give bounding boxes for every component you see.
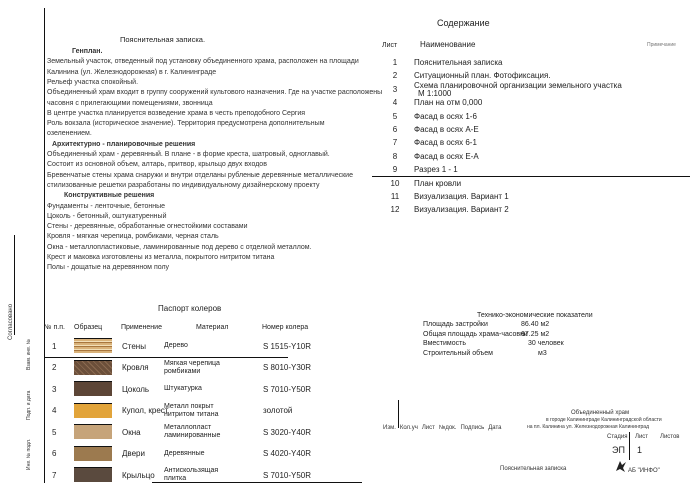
- note-line: Кровля - мягкая черепица, ромбиками, черная сталь: [47, 233, 219, 241]
- contents-row: [388, 203, 688, 217]
- contents-row-number: 11: [390, 192, 400, 201]
- stamp-sheet-title: Пояснительная записка: [500, 466, 567, 472]
- cp-row-code: S 7010-Y50R: [263, 384, 312, 394]
- cp-material-line: Антискользящая: [164, 467, 219, 474]
- contents-row-number: 6: [392, 125, 398, 134]
- note-line: Рельеф участка спокойный.: [47, 78, 139, 86]
- stamp-column-label: Дата: [488, 425, 502, 431]
- note-line: В центре участка планируется возведение храма в честь преподобного Сергия: [47, 109, 306, 117]
- contents-row-name-text: Схема планировочной организации земельного участка: [414, 80, 622, 90]
- cp-material-line: Металлопласт: [164, 424, 212, 431]
- cp-row-material: [164, 400, 239, 422]
- color-passport-title: Паспорт колеров: [158, 304, 222, 313]
- contents-row: [388, 110, 688, 124]
- color-swatch: [74, 467, 112, 482]
- note-line: Калинина (ул. Железнодорожная) в г. Калининграде: [47, 68, 217, 76]
- note-line: Фундаменты - ленточные, бетонные: [47, 202, 165, 210]
- contents-row-name: [414, 56, 502, 70]
- stamp-sheets-label: Листов: [660, 434, 680, 440]
- contents-row-number: 5: [392, 111, 398, 121]
- cp-material-line: Мягкая черепица: [164, 359, 220, 367]
- color-swatch: [74, 381, 112, 396]
- note-line: стилизованные решетки разработаны по индивидуальному дизайнерскому проекту: [47, 181, 320, 189]
- tep-value: 67.25 м2: [521, 330, 550, 338]
- cp-row-number: 5: [52, 427, 57, 437]
- side-label-replace: Взам. инв. №: [26, 339, 32, 370]
- note-line: озеленением.: [47, 130, 92, 138]
- cp-row-material: [164, 335, 239, 357]
- note-line: Стены - деревянные, обработанные огнестойкими составами: [47, 223, 248, 231]
- stamp-column-label: №док.: [438, 425, 457, 431]
- contents-col-sheet: Лист: [382, 42, 398, 49]
- contents-row-name: [414, 96, 482, 110]
- note-line: Роль вокзала (историческое значение). Территория предусмотрена дополнительным: [47, 120, 325, 128]
- stamp-stage-value: ЭП: [612, 445, 625, 455]
- note-line: Объединенный храм входит в группу сооружений культового назначения. Где на участке расположены: [47, 89, 383, 97]
- stamp-project-line2: в городе Калининграде Калининградской области: [546, 417, 662, 423]
- contents-row-name-text: Фасад в осях Е-А: [414, 151, 479, 161]
- cp-row-code: S 1515-Y10R: [263, 341, 312, 351]
- org-logo-icon: [614, 459, 627, 473]
- cp-header-sample: Образец: [74, 324, 103, 331]
- color-passport-row: [44, 421, 344, 443]
- note-section-heading: Архитектурно - планировочные решения: [52, 140, 196, 148]
- contents-row-name-text: План кровли: [414, 178, 462, 188]
- cp-header-code: Номер колера: [262, 324, 309, 331]
- note-section-heading: Генплан.: [72, 48, 103, 55]
- contents-col-note: Примечание: [647, 42, 676, 48]
- tep-label: Площадь застройки: [423, 321, 488, 328]
- cp-material-line: плитка: [164, 475, 187, 482]
- contents-col-name: Наименование: [420, 40, 476, 49]
- cp-row-use: Купол, крест: [122, 406, 169, 415]
- contents-row-name-text: Фасад в осях 6-1: [414, 138, 477, 148]
- contents-row-name-text: Визуализация. Вариант 2: [414, 205, 509, 215]
- cp-header-use: Применение: [121, 324, 162, 331]
- contents-row: [388, 56, 688, 70]
- color-swatch: [74, 424, 112, 439]
- contents-row-number: 1: [392, 58, 398, 67]
- cp-row-number: 2: [52, 363, 57, 372]
- color-passport-row: [44, 357, 344, 379]
- contents-row-scale: М 1:1000: [418, 88, 452, 98]
- stamp-sheet-label: Лист: [635, 434, 649, 440]
- cp-row-use: Окна: [122, 427, 141, 437]
- contents-row-number: 9: [392, 165, 398, 175]
- note-line: Цоколь - бетонный, оштукатуренный: [47, 212, 167, 220]
- cp-row-number: 7: [52, 470, 57, 480]
- cp-row-number: 3: [52, 384, 57, 394]
- cp-row-use: Цоколь: [122, 384, 150, 394]
- stamp-stage-label: Стадия: [607, 434, 628, 440]
- contents-row-name-text: Визуализация. Вариант 1: [414, 192, 509, 201]
- note-title: Пояснительная записка.: [120, 35, 206, 44]
- note-line: Земельный участок, отведенный под установку объединенного храма, расположен на площади: [47, 58, 359, 66]
- stamp-sheet-value: 1: [637, 445, 643, 455]
- stamp-column-label: Подпись: [460, 425, 485, 431]
- cp-row-number: 1: [52, 341, 57, 351]
- stamp-project-line3: на пл. Калинина ул. Железнодорожная Калининград: [527, 424, 650, 430]
- contents-row-name: [414, 177, 461, 191]
- contents-row-name: [414, 190, 509, 204]
- color-swatch: [74, 338, 112, 353]
- color-passport-row: [44, 378, 344, 400]
- cp-row-number: 4: [52, 406, 57, 415]
- contents-row-name-text: Фасад в осях 1-6: [414, 111, 477, 121]
- tep-value: 86.40 м2: [521, 321, 550, 328]
- contents-row-name: [414, 123, 479, 137]
- tep-title: Технико-экономические показатели: [477, 312, 593, 319]
- note-line: Состоит из основной объем, алтарь, притвор, крыльцо двух входов: [47, 161, 267, 169]
- cp-header-material: Материал: [196, 324, 229, 331]
- cp-row-code: S 7010-Y50R: [263, 470, 312, 480]
- stamp-columns: [383, 425, 506, 432]
- cp-row-use: Двери: [122, 449, 145, 458]
- stamp-bottom-mark: [355, 482, 361, 483]
- cp-row-code: золотой: [263, 406, 293, 415]
- contents-row-name: [414, 203, 509, 217]
- cp-row-material: [164, 443, 239, 465]
- contents-row: [388, 123, 688, 137]
- note-section-heading: Конструктивные решения: [64, 192, 155, 200]
- cp-row-material: [164, 421, 239, 443]
- contents-row-name: [414, 136, 477, 150]
- stamp-vline: [398, 400, 399, 428]
- note-line: Крест и маковка изготовлены из металла, покрытого нитритом титана: [47, 254, 275, 261]
- color-passport-row: [44, 335, 344, 357]
- contents-row-name: [414, 110, 477, 124]
- color-swatch: [74, 360, 112, 375]
- contents-row: [388, 163, 688, 177]
- contents-row-name-text: Разрез 1 - 1: [414, 165, 458, 175]
- cp-material-line: Металл покрыт: [164, 402, 214, 410]
- note-line: Бревенчатые стены храма снаружи и внутри отделаны рубленые деревянные металлические: [47, 171, 353, 179]
- stamp-column-label: Изм.: [383, 425, 396, 431]
- stamp-column-label: Кол.уч: [399, 425, 418, 431]
- contents-row: [388, 150, 688, 164]
- contents-row-number: 2: [392, 71, 398, 81]
- stamp-column-label: Лист: [421, 425, 435, 431]
- color-swatch: [74, 446, 112, 461]
- cp-row-use: Кровля: [122, 363, 149, 372]
- cp-row-use: Стены: [122, 341, 146, 351]
- contents-row-number: 10: [390, 178, 400, 188]
- tep-label: Вместимость: [423, 340, 466, 347]
- cp-material-line: Деревянные: [164, 449, 205, 457]
- contents-row-name: [414, 150, 479, 164]
- note-line: Полы - дощатые на деревянном полу: [47, 264, 170, 272]
- tep-label: Общая площадь храма-часовни: [423, 330, 528, 338]
- cp-row-code: S 3020-Y40R: [263, 427, 312, 437]
- note-line: часовня с прилегающими помещениями, звонница: [47, 99, 213, 107]
- contents-row-name-text: План на отм 0,000: [414, 98, 483, 108]
- contents-row-number: 4: [392, 98, 398, 108]
- color-passport-row: [44, 464, 344, 486]
- contents-row-name-text: Пояснительная записка: [414, 58, 503, 67]
- contents-row-name: [414, 163, 458, 177]
- tep-label: Строительный объем: [423, 349, 493, 357]
- contents-row: [388, 136, 688, 150]
- stamp-org: АБ "ИНФО": [628, 468, 660, 474]
- color-swatch: [74, 403, 112, 418]
- cp-material-line: ламинированные: [164, 432, 221, 439]
- cp-material-line: нитритом титана: [164, 410, 219, 418]
- contents-row: [388, 177, 688, 191]
- cp-row-material: [164, 378, 239, 400]
- contents-row-name-text: Ситуационный план. Фотофиксация.: [414, 71, 551, 81]
- cp-material-line: Дерево: [164, 342, 188, 349]
- cp-row-material: [164, 464, 239, 486]
- cp-row-code: S 8010-Y30R: [263, 363, 312, 372]
- cp-row-number: 6: [52, 449, 57, 458]
- contents-row-number: 8: [392, 151, 398, 161]
- stamp-stage-divider: [629, 432, 630, 460]
- tep-value: м3: [538, 349, 547, 357]
- note-line: Окна - металлопластиковые, ламинированные под дерево с отделкой металлом.: [47, 243, 312, 251]
- contents-title: Содержание: [437, 18, 490, 28]
- contents-row: [388, 190, 688, 204]
- stamp-project-line1: Объединенный храм: [571, 410, 630, 416]
- cp-row-code: S 4020-Y40R: [263, 449, 312, 458]
- side-label-inv: Инв. № подл.: [26, 438, 32, 470]
- contents-row-number: 12: [390, 205, 400, 215]
- cp-material-line: ромбиками: [164, 367, 201, 375]
- contents-row-number: 3: [392, 84, 398, 94]
- contents-row: [388, 80, 688, 98]
- cp-material-line: Штукатурка: [164, 385, 202, 392]
- side-label-sign: Подп. и дата: [26, 390, 32, 420]
- contents-row-number: 7: [392, 138, 398, 148]
- color-passport-row: [44, 400, 344, 422]
- color-passport-row: [44, 443, 344, 465]
- cp-header-num: № п.п.: [44, 324, 65, 331]
- tep-value: 30 человек: [528, 340, 564, 347]
- note-line: Объединенный храм - деревянный. В плане - в форме креста, шатровый, одноглавый.: [47, 151, 330, 158]
- side-strip-line: [14, 235, 15, 335]
- contents-row-name-text: Фасад в осях А-Е: [414, 125, 479, 134]
- side-label-agreed: Согласовано: [8, 303, 14, 340]
- cp-row-material: [164, 357, 239, 379]
- contents-row: [388, 96, 688, 110]
- cp-row-use: Крыльцо: [122, 470, 155, 480]
